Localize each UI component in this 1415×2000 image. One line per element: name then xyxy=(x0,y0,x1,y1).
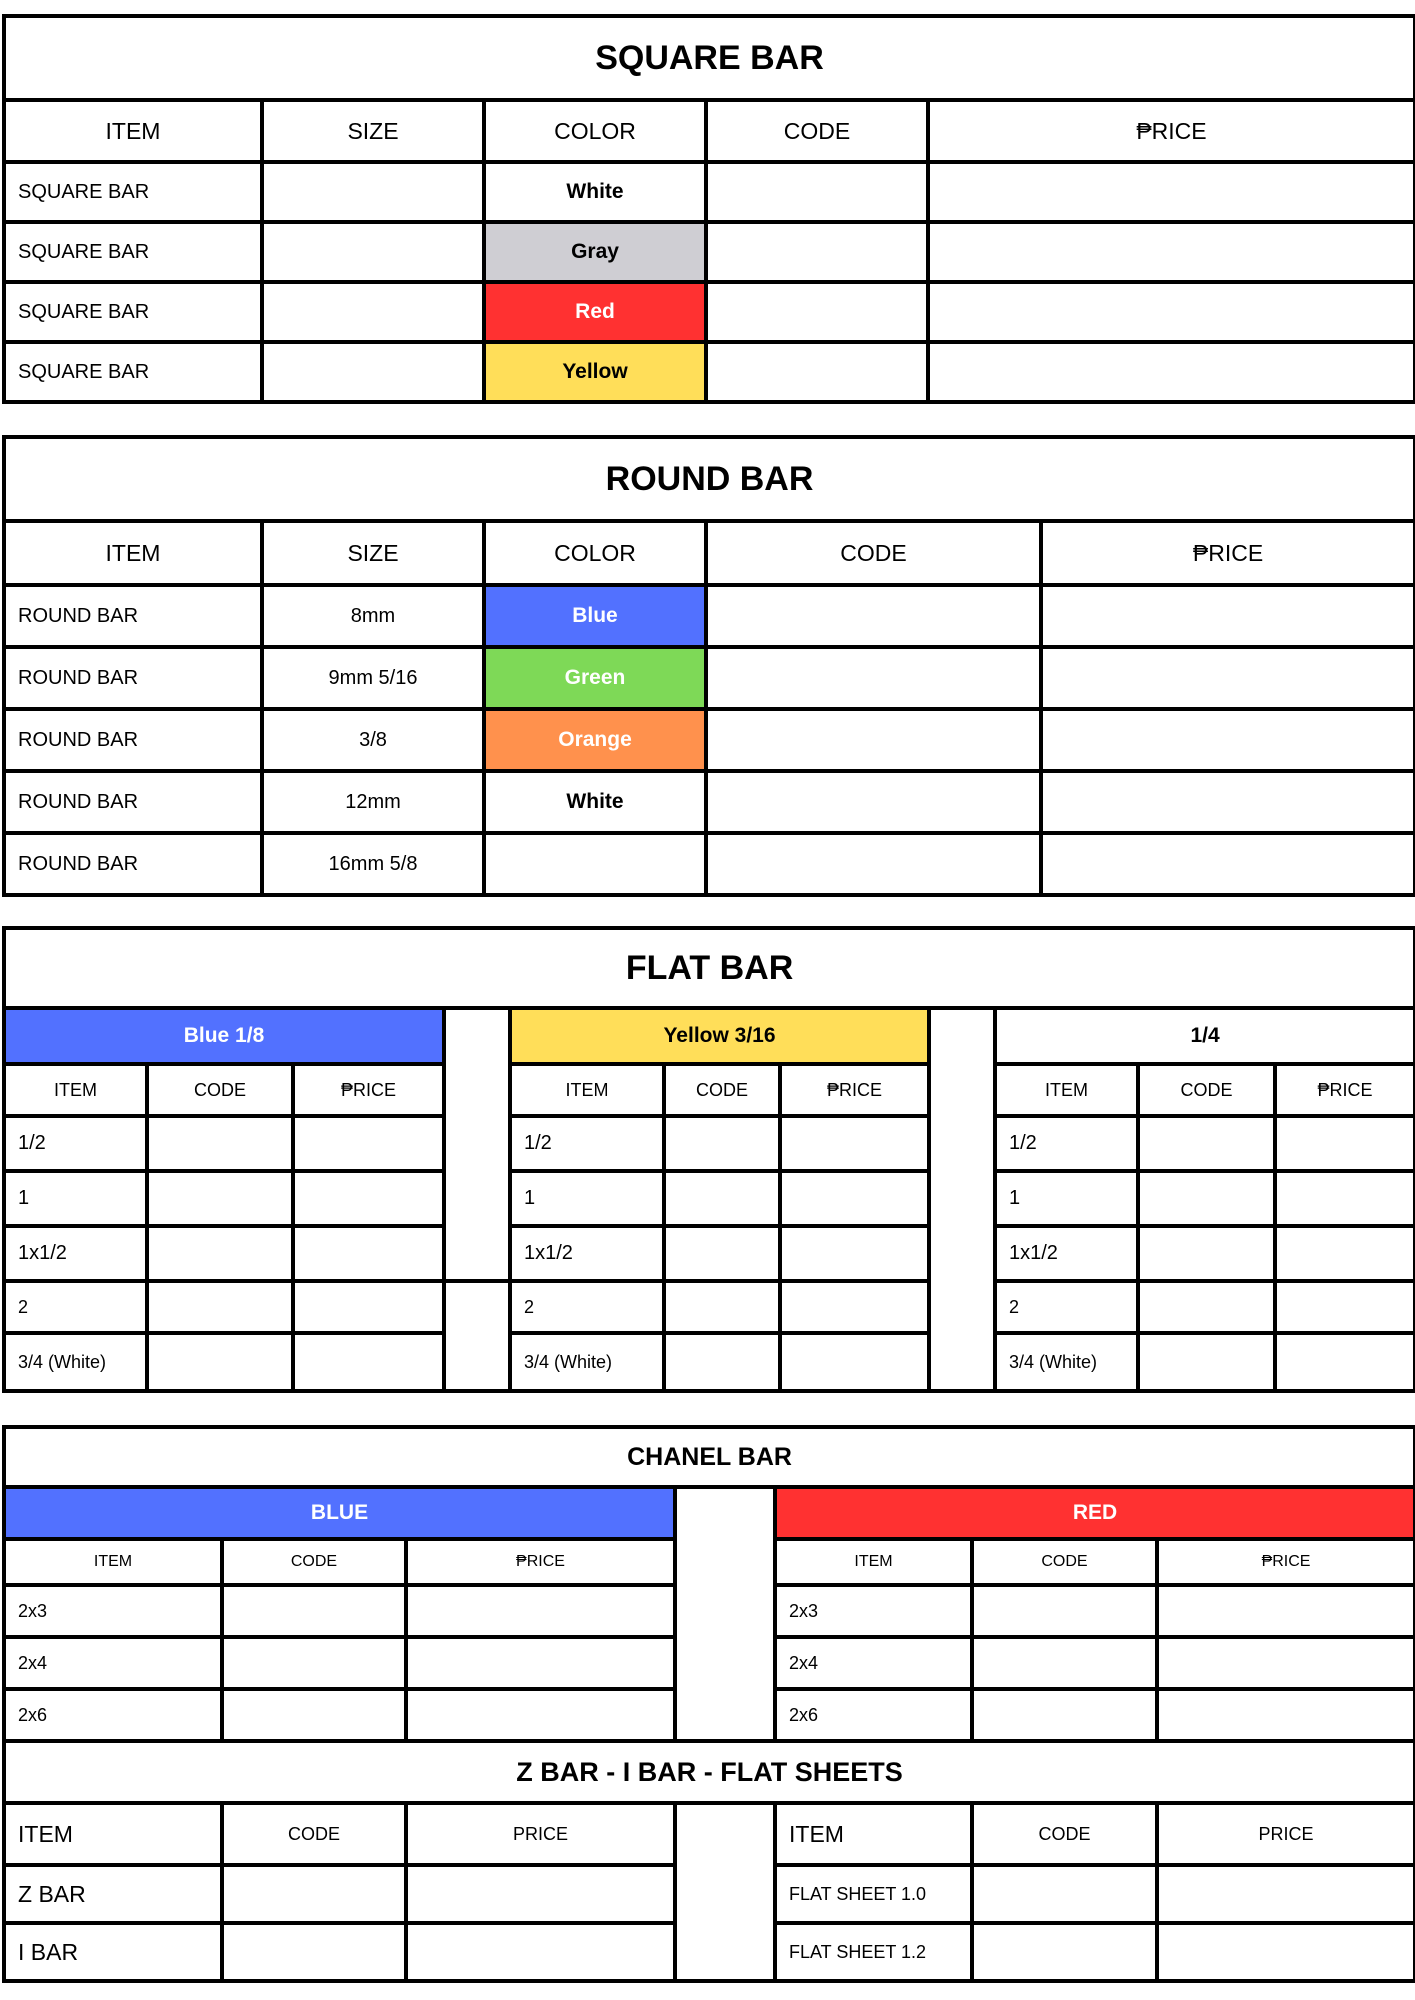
flat-item: 3/4 (White) xyxy=(510,1333,664,1391)
flat-item: 2 xyxy=(995,1281,1138,1333)
chanel-item: 2x6 xyxy=(4,1689,222,1741)
square-row-color: Red xyxy=(484,282,706,342)
chanel-group-red: RED xyxy=(775,1487,1415,1539)
square-row-price xyxy=(928,282,1415,342)
flat-group-quarter: 1/4 xyxy=(995,1008,1415,1064)
square-row-item: SQUARE BAR xyxy=(4,222,262,282)
flat-item: 3/4 (White) xyxy=(995,1333,1138,1391)
misc-header-item: ITEM xyxy=(775,1803,972,1865)
flat-item: 2 xyxy=(4,1281,147,1333)
chanel-bar-title: CHANEL BAR xyxy=(4,1427,1415,1487)
round-row-code xyxy=(706,585,1041,647)
round-row-color: Orange xyxy=(484,709,706,771)
square-row-code xyxy=(706,162,928,222)
square-row-color: White xyxy=(484,162,706,222)
chanel-header-item: ITEM xyxy=(4,1539,222,1585)
square-bar-table xyxy=(2,14,1415,404)
round-header-code: CODE xyxy=(706,521,1041,585)
round-row-size: 16mm 5/8 xyxy=(262,833,484,895)
flat-header-code: CODE xyxy=(147,1064,293,1116)
square-row-code xyxy=(706,222,928,282)
flat-item: 1/2 xyxy=(510,1116,664,1171)
square-row-price xyxy=(928,222,1415,282)
square-header-item: ITEM xyxy=(4,100,262,162)
flat-header-code: CODE xyxy=(664,1064,780,1116)
chanel-header-price: ₱RICE xyxy=(1157,1539,1415,1585)
misc-header-code: CODE xyxy=(972,1803,1157,1865)
round-row-size: 12mm xyxy=(262,771,484,833)
round-row-price xyxy=(1041,647,1415,709)
flat-item: 1/2 xyxy=(4,1116,147,1171)
misc-item: I BAR xyxy=(4,1923,222,1981)
flat-item: 1 xyxy=(995,1171,1138,1226)
square-header-color: COLOR xyxy=(484,100,706,162)
round-row-size: 3/8 xyxy=(262,709,484,771)
flat-spacer xyxy=(929,1008,995,1391)
flat-header-code: CODE xyxy=(1138,1064,1275,1116)
square-row-price xyxy=(928,342,1415,402)
flat-item: 1x1/2 xyxy=(995,1226,1138,1281)
round-row-color: Green xyxy=(484,647,706,709)
chanel-header-price: ₱RICE xyxy=(406,1539,675,1585)
flat-item: 2 xyxy=(510,1281,664,1333)
square-row-item: SQUARE BAR xyxy=(4,282,262,342)
misc-item: Z BAR xyxy=(4,1865,222,1923)
chanel-header-item: ITEM xyxy=(775,1539,972,1585)
chanel-item: 2x4 xyxy=(775,1637,972,1689)
chanel-header-code: CODE xyxy=(222,1539,406,1585)
flat-bar-title: FLAT BAR xyxy=(4,928,1415,1008)
square-row-price xyxy=(928,162,1415,222)
flat-header-item: ITEM xyxy=(4,1064,147,1116)
square-header-price: ₱RICE xyxy=(928,100,1415,162)
flat-spacer xyxy=(444,1281,510,1391)
round-row-price xyxy=(1041,709,1415,771)
square-bar-title: SQUARE BAR xyxy=(4,16,1415,100)
square-header-code: CODE xyxy=(706,100,928,162)
round-row-code xyxy=(706,833,1041,895)
square-row-size xyxy=(262,162,484,222)
flat-header-price: ₱RICE xyxy=(293,1064,444,1116)
flat-spacer xyxy=(444,1008,510,1281)
round-row-code xyxy=(706,771,1041,833)
flat-bar-table xyxy=(2,926,1415,1393)
round-row-price xyxy=(1041,585,1415,647)
misc-header-price: PRICE xyxy=(1157,1803,1415,1865)
round-row-item: ROUND BAR xyxy=(4,585,262,647)
flat-header-price: ₱RICE xyxy=(1275,1064,1415,1116)
flat-item: 1 xyxy=(510,1171,664,1226)
round-row-item: ROUND BAR xyxy=(4,771,262,833)
round-row-color: Blue xyxy=(484,585,706,647)
round-row-size: 9mm 5/16 xyxy=(262,647,484,709)
square-row-size xyxy=(262,342,484,402)
round-row-item: ROUND BAR xyxy=(4,709,262,771)
square-header-size: SIZE xyxy=(262,100,484,162)
round-header-item: ITEM xyxy=(4,521,262,585)
flat-item: 1x1/2 xyxy=(4,1226,147,1281)
round-header-color: COLOR xyxy=(484,521,706,585)
round-header-price: ₱RICE xyxy=(1041,521,1415,585)
square-row-size xyxy=(262,282,484,342)
flat-header-item: ITEM xyxy=(510,1064,664,1116)
round-row-color: White xyxy=(484,771,706,833)
flat-item: 1x1/2 xyxy=(510,1226,664,1281)
round-row-code xyxy=(706,709,1041,771)
misc-spacer xyxy=(675,1803,775,1981)
square-row-code xyxy=(706,282,928,342)
flat-group-blue: Blue 1/8 xyxy=(4,1008,444,1064)
chanel-bar-table xyxy=(2,1425,1415,1983)
misc-title: Z BAR - I BAR - FLAT SHEETS xyxy=(4,1741,1415,1803)
square-row-color: Gray xyxy=(484,222,706,282)
flat-header-price: ₱RICE xyxy=(780,1064,929,1116)
square-row-size xyxy=(262,222,484,282)
round-row-price xyxy=(1041,833,1415,895)
round-header-size: SIZE xyxy=(262,521,484,585)
round-row-price xyxy=(1041,771,1415,833)
chanel-item: 2x3 xyxy=(775,1585,972,1637)
misc-header-code: CODE xyxy=(222,1803,406,1865)
round-row-size: 8mm xyxy=(262,585,484,647)
square-row-item: SQUARE BAR xyxy=(4,342,262,402)
square-row-item: SQUARE BAR xyxy=(4,162,262,222)
chanel-spacer xyxy=(675,1487,775,1741)
misc-header-price: PRICE xyxy=(406,1803,675,1865)
flat-item: 1 xyxy=(4,1171,147,1226)
flat-group-yellow: Yellow 3/16 xyxy=(510,1008,929,1064)
round-bar-title: ROUND BAR xyxy=(4,437,1415,521)
misc-item: FLAT SHEET 1.0 xyxy=(775,1865,972,1923)
flat-item: 3/4 (White) xyxy=(4,1333,147,1391)
chanel-item: 2x4 xyxy=(4,1637,222,1689)
flat-header-item: ITEM xyxy=(995,1064,1138,1116)
round-row-code xyxy=(706,647,1041,709)
misc-header-item: ITEM xyxy=(4,1803,222,1865)
chanel-header-code: CODE xyxy=(972,1539,1157,1585)
chanel-item: 2x3 xyxy=(4,1585,222,1637)
square-row-code xyxy=(706,342,928,402)
round-row-color xyxy=(484,833,706,895)
chanel-item: 2x6 xyxy=(775,1689,972,1741)
square-row-color: Yellow xyxy=(484,342,706,402)
round-bar-table xyxy=(2,435,1415,897)
flat-item: 1/2 xyxy=(995,1116,1138,1171)
chanel-group-blue: BLUE xyxy=(4,1487,675,1539)
round-row-item: ROUND BAR xyxy=(4,647,262,709)
round-row-item: ROUND BAR xyxy=(4,833,262,895)
misc-item: FLAT SHEET 1.2 xyxy=(775,1923,972,1981)
